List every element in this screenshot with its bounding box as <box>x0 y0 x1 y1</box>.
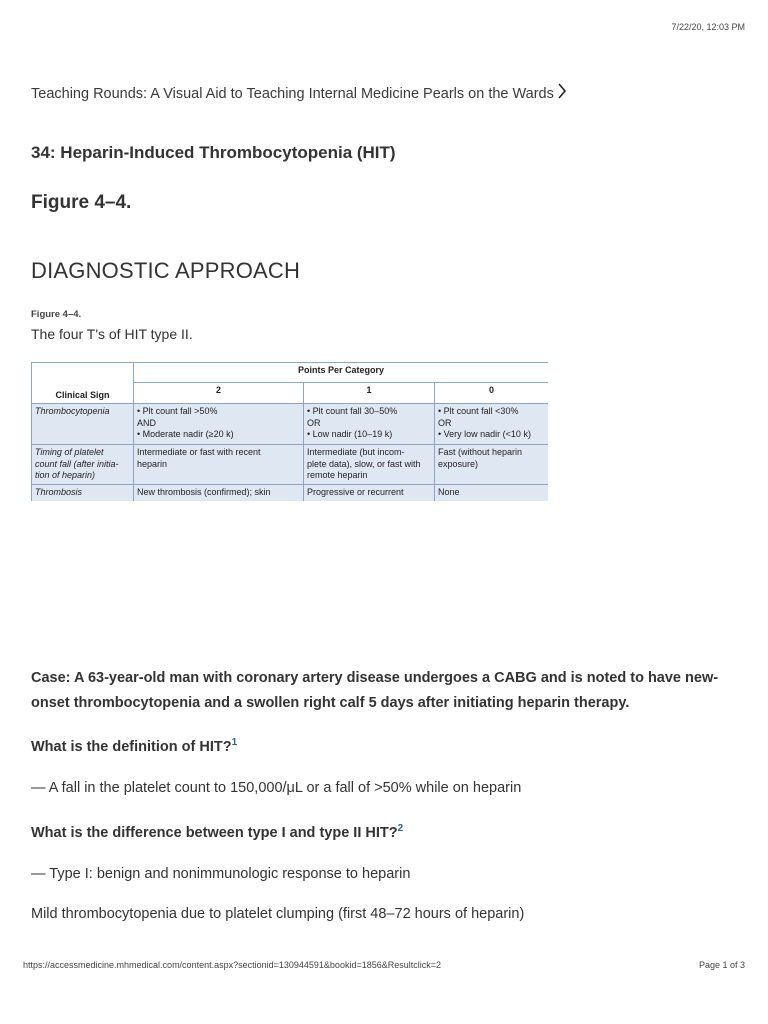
table-cell: • Plt count fall 30–50% OR • Low nadir (10–19 k) <box>304 404 435 445</box>
clinical-sign-header: Clinical Sign <box>32 363 134 404</box>
reference-link[interactable]: 2 <box>397 823 404 834</box>
question-heading: What is the difference between type I and type II HIT?$^2$ <box>31 823 404 841</box>
chevron-right-icon[interactable] <box>557 83 567 103</box>
table-cell: Fast (without heparin exposure) <box>435 445 549 485</box>
paragraph-text: Mild thrombocytopenia due to platelet clumping (first 48–72 hours of heparin) <box>31 906 525 922</box>
table-cell: Intermediate or fast with recent heparin <box>134 445 304 485</box>
breadcrumb-text[interactable]: Teaching Rounds: A Visual Aid to Teaching Internal Medicine Pearls on the Wards <box>31 86 554 102</box>
table-cell: Progressive or recurrent <box>304 484 435 501</box>
table-row <box>32 484 549 501</box>
figure-image[interactable] <box>31 362 548 501</box>
four-ts-table <box>31 362 548 501</box>
figure-caption: The four T's of HIT type II. <box>31 326 193 342</box>
section-heading: DIAGNOSTIC APPROACH <box>31 258 301 283</box>
print-footer-url: https://accessmedicine.mhmedical.com/content.aspx?sectionid=130944591&bookid=1856&Resultclick=2 <box>23 960 441 970</box>
chapter-title: 34: Heparin-Induced Thrombocytopenia (HIT) <box>31 143 396 162</box>
case-description: Case: A 63-year-old man with coronary artery disease undergoes a CABG and is noted to have new-onset thrombocytopenia and a swollen right calf 5 days after initiating heparin therapy. <box>31 670 719 711</box>
clinical-sign-cell: Timing of platelet count fall (after initia- tion of heparin) <box>32 445 134 485</box>
table-cell: Intermediate (but incom- plete data), slow, or fast with remote heparin <box>304 445 435 485</box>
breadcrumb[interactable] <box>31 84 567 104</box>
figure-heading: Figure 4–4. <box>31 192 132 213</box>
clinical-sign-cell: Thrombosis <box>32 484 134 501</box>
clinical-sign-cell: Thrombocytopenia <box>32 404 134 445</box>
reference-link[interactable]: 1 <box>231 737 238 748</box>
question-heading: What is the definition of HIT?$^1$ <box>31 737 238 755</box>
answer-text: — Type I: benign and nonimmunologic response to heparin <box>31 866 411 882</box>
table-cell: New thrombosis (confirmed); skin <box>134 484 304 501</box>
points-header-0: 0 <box>435 383 549 404</box>
table-cell: • Plt count fall <30% OR • Very low nadir (<10 k) <box>435 404 549 445</box>
table-cell: None <box>435 484 549 501</box>
page-number: Page 1 of 3 <box>698 960 745 970</box>
points-header-1: 1 <box>304 383 435 404</box>
print-date: 7/22/20, 12:03 PM <box>671 22 745 32</box>
points-per-category-header: Points Per Category <box>134 363 549 383</box>
answer-text: — A fall in the platelet count to 150,000/μL or a fall of >50% while on heparin <box>31 780 522 796</box>
table-row <box>32 404 549 445</box>
table-cell: • Plt count fall >50% AND • Moderate nadir (≥20 k) <box>134 404 304 445</box>
table-row <box>32 445 549 485</box>
points-header-2: 2 <box>134 383 304 404</box>
figure-label: Figure 4–4. <box>31 309 82 320</box>
